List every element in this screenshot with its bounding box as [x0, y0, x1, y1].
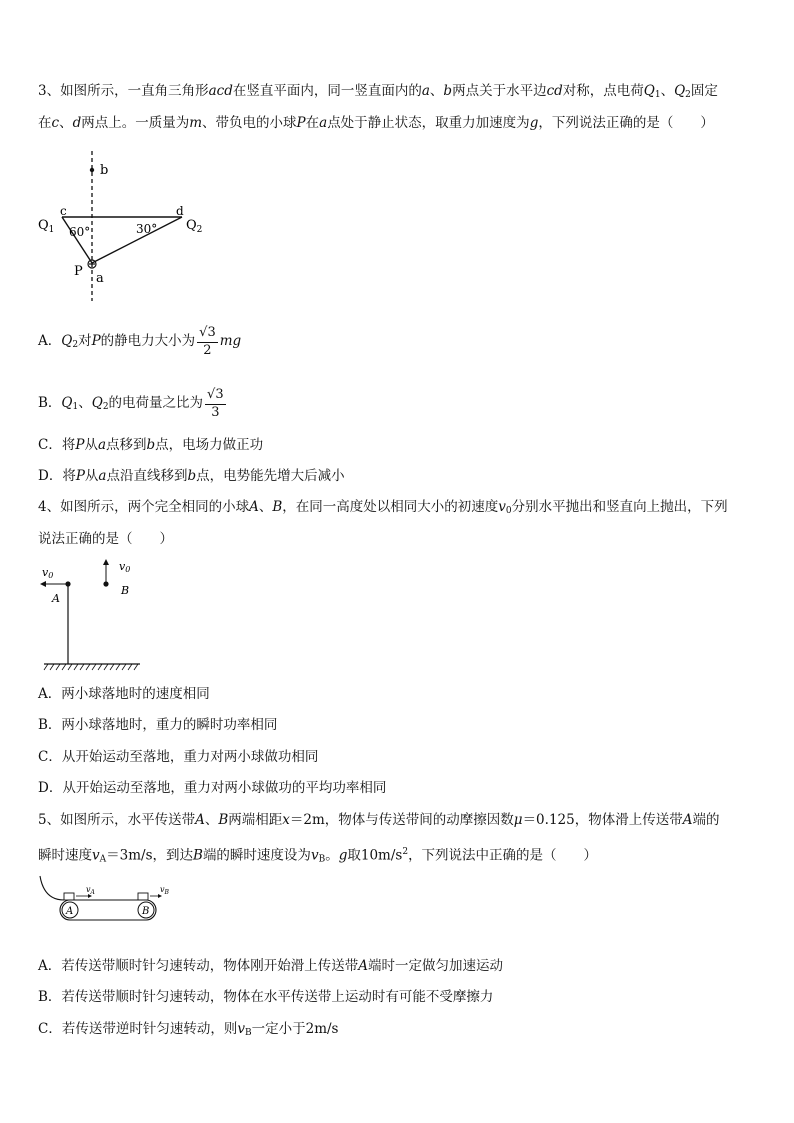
- q5-conveyor-figure: [34, 872, 174, 932]
- label-A: A: [52, 592, 60, 605]
- arrow-right-icon-2: [158, 894, 162, 898]
- q5-stem-line1: 5、如图所示，水平传送带A、B两端相距x＝2m，物体与传送带间的动摩擦因数μ＝0.125，物体滑上传送带A端的: [38, 812, 720, 828]
- label-v0-up: v0: [119, 560, 131, 574]
- label-B: B: [121, 584, 130, 597]
- q4-projectile-figure: [36, 556, 146, 676]
- block-at-B: [138, 893, 148, 900]
- point-b: [90, 168, 94, 172]
- arrow-up-icon: [103, 559, 109, 565]
- label-P: P: [74, 264, 83, 279]
- q3-option-A[interactable]: A．$Q_2$对P的静电力大小为 $\frac{√3}{2}$ mg: [38, 325, 242, 358]
- fraction-sqrt3-over-2: $\frac{√3}{2}$: [199, 325, 216, 358]
- q3-option-B[interactable]: B．$Q_1$、$Q_2$的电荷量之比为 $\frac{√3}{3}$: [38, 387, 224, 420]
- ground-hatching: [44, 664, 138, 670]
- ball-A: [65, 581, 70, 586]
- q5-option-C[interactable]: C．若传送带逆时针匀速转动，则$v_B$一定小于2m/s: [38, 1021, 339, 1038]
- ball-B: [103, 581, 108, 586]
- q4-option-C[interactable]: C．从开始运动至落地，重力对两小球做功相同: [38, 749, 319, 765]
- q3-option-D[interactable]: D．将P从a点沿直线移到b点，电势能先增大后减小: [38, 468, 345, 484]
- q3-stem-line2: 在c、d两点上。一质量为m、带负电的小球P在a点处于静止状态，取重力加速度为g，下列说法正确的是（ ）: [38, 115, 714, 131]
- q4-option-A[interactable]: A．两小球落地时的速度相同: [38, 686, 210, 702]
- q3-stem-line1: 3、如图所示，一直角三角形acd在竖直平面内，同一竖直面内的a、b两点关于水平边cd对称，点电荷$Q_1$、$Q_2$固定: [38, 83, 718, 100]
- q5-stem-line2: 瞬时速度$v_A=3m/s$，到达B端的瞬时速度设为$v_B$。g取$10m/s^2$，下列说法中正确的是（ ）: [38, 847, 598, 865]
- label-Q1: $Q_1$: [38, 218, 55, 235]
- arrow-left-icon: [40, 581, 46, 587]
- q4-option-D[interactable]: D．从开始运动至落地，重力对两小球做功的平均功率相同: [38, 780, 387, 796]
- label-v0-left: v0: [42, 566, 54, 580]
- roller-label-B: B: [142, 906, 150, 917]
- edge-ca: [62, 217, 92, 263]
- q4-stem-line1: 4、如图所示，两个完全相同的小球A、B，在同一高度处以相同大小的初速度$v_0$分别水平抛出和竖直向上抛出，下列: [38, 499, 728, 516]
- angle-60: 60°: [69, 225, 91, 239]
- label-d: d: [176, 204, 184, 218]
- q4-option-B[interactable]: B．两小球落地时，重力的瞬时功率相同: [38, 717, 278, 733]
- roller-label-A: A: [66, 906, 74, 917]
- label-vB: $v_B$: [160, 885, 169, 896]
- incline-curve: [40, 876, 64, 900]
- fraction-sqrt3-over-3: $\frac{√3}{3}$: [207, 387, 224, 420]
- q5-option-A[interactable]: A．若传送带顺时针匀速转动，物体刚开始滑上传送带A端时一定做匀加速运动: [38, 958, 503, 974]
- angle-30: 30°: [136, 222, 158, 236]
- q3-triangle-figure: [30, 145, 220, 305]
- label-b: b: [100, 163, 109, 178]
- q3-option-C[interactable]: C．将P从a点移到b点，电场力做正功: [38, 437, 264, 453]
- label-vA: $v_A$: [86, 885, 95, 896]
- q4-stem-line2: 说法正确的是（ ）: [38, 531, 173, 547]
- q5-option-B[interactable]: B．若传送带顺时针匀速转动，物体在水平传送带上运动时有可能不受摩擦力: [38, 989, 494, 1005]
- label-Q2: $Q_2$: [186, 218, 203, 235]
- label-a: a: [96, 271, 104, 286]
- block-at-A: [64, 893, 74, 900]
- label-c: c: [60, 204, 67, 218]
